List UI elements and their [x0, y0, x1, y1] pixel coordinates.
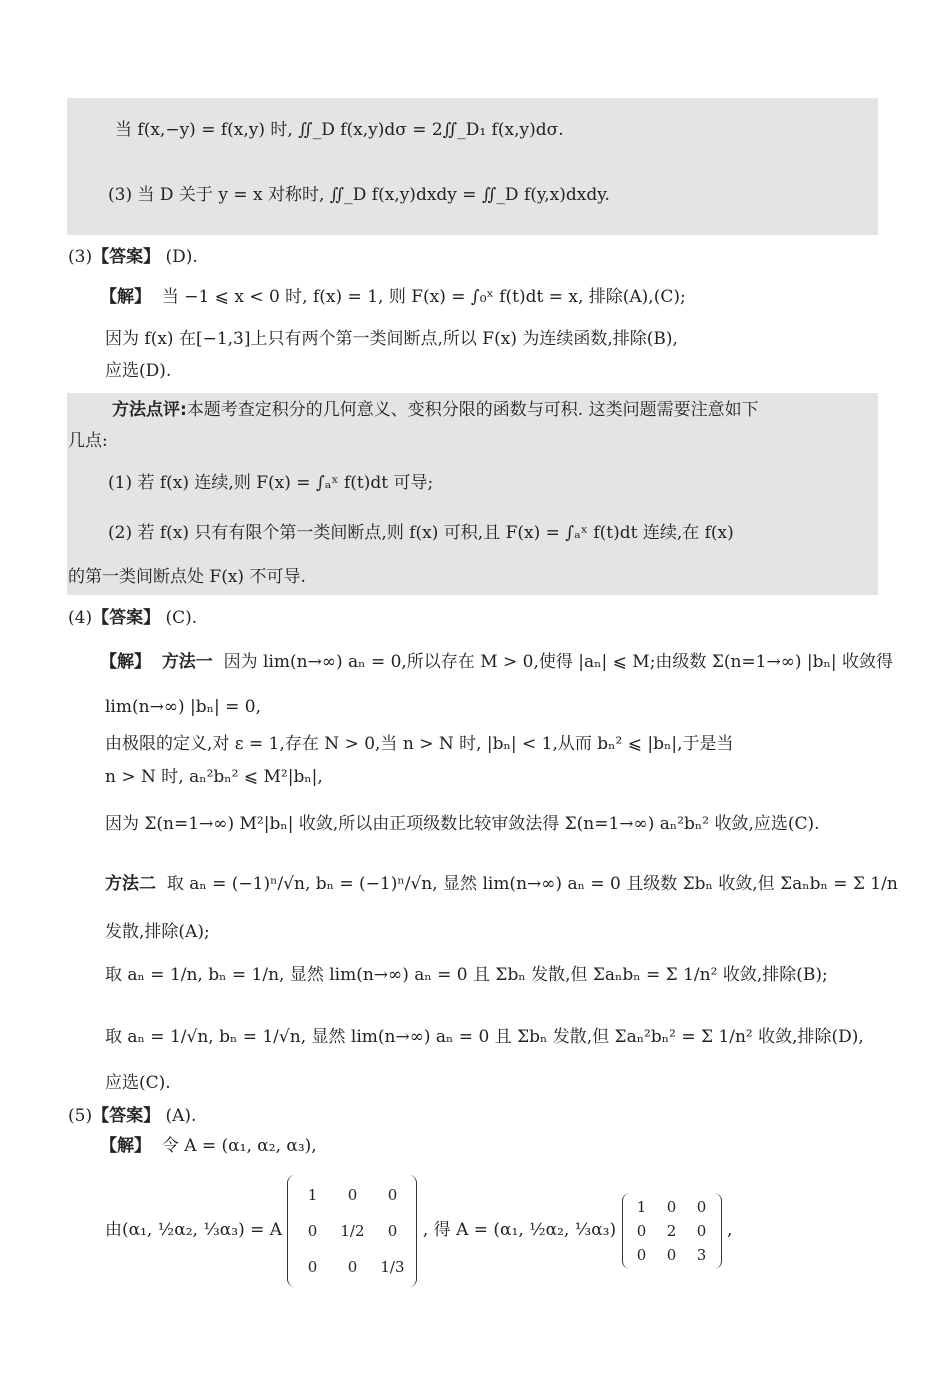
matrix-cell: 0 [307, 1221, 318, 1240]
text-segment: 由(α₁, ½α₂, ⅓α₃) = A [105, 1220, 283, 1240]
matrix-cell: 0 [636, 1221, 647, 1240]
solution-tag: 【解】 [100, 287, 151, 307]
diagonal-matrix-2 [622, 1193, 722, 1269]
matrix-cell: 1/3 [380, 1257, 405, 1276]
text-line: 本题考查定积分的几何意义、变积分限的函数与可积. 这类问题需要注意如下 [186, 400, 759, 420]
matrix-cell: 0 [347, 1257, 358, 1276]
q-label: (3) [68, 247, 93, 267]
text-line: (2) 若 f(x) 只有有限个第一类间断点,则 f(x) 可积,且 F(x) = ∫ₐˣ f(t)dt 连续,在 f(x) [108, 523, 734, 543]
answer-tag: 【答案】 [92, 608, 161, 628]
q5-answer [68, 1105, 196, 1127]
text-line: lim(n→∞) |bₙ| = 0, [105, 697, 261, 717]
q3-solution-line [100, 286, 686, 308]
text-line: 由极限的定义,对 ε = 1,存在 N > 0,当 n > N 时, |bₙ| < 1,从而 bₙ² ⩽ |bₙ|,于是当 [105, 734, 734, 754]
text-line: (3) 当 D 关于 y = x 对称时, ∬_D f(x,y)dxdy = ∬_D f(y,x)dxdy. [108, 185, 610, 205]
text-line: 取 aₙ = 1/√n, bₙ = 1/√n, 显然 lim(n→∞) aₙ = 0 且 Σbₙ 发散,但 Σaₙ²bₙ² = Σ 1/n² 收敛,排除(D), [105, 1027, 864, 1047]
shaded-box-method-review [67, 393, 878, 595]
method-label: 方法二 [105, 874, 156, 894]
answer-tag: 【答案】 [92, 247, 161, 267]
text-line: 几点: [68, 431, 108, 451]
text-line: 因为 lim(n→∞) aₙ = 0,所以存在 M > 0,使得 |aₙ| ⩽ M;由级数 Σ(n=1→∞) |bₙ| 收敛得 [223, 652, 894, 672]
solution-tag: 【解】 [100, 652, 151, 672]
matrix-cell: 0 [666, 1197, 677, 1216]
matrix-cell: 1 [636, 1197, 647, 1216]
answer-tag: 【答案】 [92, 1106, 161, 1126]
matrix-cell: 2 [666, 1221, 677, 1240]
text-line: 应选(D). [105, 361, 172, 381]
matrix-cell: 0 [387, 1185, 398, 1204]
text-line: 的第一类间断点处 F(x) 不可导. [68, 567, 306, 587]
review-line [112, 399, 759, 421]
text-line: 当 −1 ⩽ x < 0 时, f(x) = 1, 则 F(x) = ∫₀ˣ f(t)dt = x, 排除(A),(C); [161, 287, 686, 307]
text-line: 当 f(x,−y) = f(x,y) 时, ∬_D f(x,y)dσ = 2∬_D₁ f(x,y)dσ. [115, 120, 564, 140]
matrix-cell: 1/2 [340, 1221, 365, 1240]
matrix-cell: 0 [307, 1257, 318, 1276]
matrix-cell: 3 [696, 1245, 707, 1264]
q3-answer [68, 246, 198, 268]
q4-answer [68, 607, 197, 629]
text-line: 应选(C). [105, 1073, 171, 1093]
matrix-cell: 1 [307, 1185, 318, 1204]
diagonal-matrix-1 [287, 1175, 417, 1287]
text-line: n > N 时, aₙ²bₙ² ⩽ M²|bₙ|, [105, 767, 323, 787]
solution-tag: 【解】 [100, 1136, 151, 1156]
answer-value: (A). [165, 1106, 197, 1126]
answer-value: (C). [165, 608, 198, 628]
text-segment: , [726, 1220, 733, 1240]
q-label: (4) [68, 608, 93, 628]
method-label: 方法一 [161, 652, 213, 672]
matrix-cell: 0 [666, 1245, 677, 1264]
text-segment: , 得 A = (α₁, ½α₂, ⅓α₃) [422, 1220, 617, 1240]
q-label: (5) [68, 1106, 93, 1126]
matrix-cell: 0 [696, 1221, 707, 1240]
text-line: 发散,排除(A); [105, 922, 210, 942]
q4-method2-line [105, 873, 898, 895]
answer-value: (D). [165, 247, 198, 267]
matrix-cell: 0 [696, 1197, 707, 1216]
q4-method1-line [100, 651, 893, 673]
text-line: 取 aₙ = 1/n, bₙ = 1/n, 显然 lim(n→∞) aₙ = 0 且 Σbₙ 发散,但 Σaₙbₙ = Σ 1/n² 收敛,排除(B); [105, 965, 828, 985]
text-line: (1) 若 f(x) 连续,则 F(x) = ∫ₐˣ f(t)dt 可导; [108, 473, 434, 493]
matrix-cell: 0 [387, 1221, 398, 1240]
matrix-equation [105, 1160, 732, 1300]
q5-solution-line [100, 1135, 317, 1157]
matrix-cell: 0 [636, 1245, 647, 1264]
text-line: 因为 Σ(n=1→∞) M²|bₙ| 收敛,所以由正项级数比较审敛法得 Σ(n=1→∞) aₙ²bₙ² 收敛,应选(C). [105, 814, 820, 834]
text-line: 因为 f(x) 在[−1,3]上只有两个第一类间断点,所以 F(x) 为连续函数,排除(B), [105, 329, 678, 349]
text-line: 取 aₙ = (−1)ⁿ/√n, bₙ = (−1)ⁿ/√n, 显然 lim(n→∞) aₙ = 0 且级数 Σbₙ 收敛,但 Σaₙbₙ = Σ 1/n [166, 874, 898, 894]
text-line: 令 A = (α₁, α₂, α₃), [161, 1136, 317, 1156]
review-title: 方法点评: [112, 400, 187, 420]
matrix-cell: 0 [347, 1185, 358, 1204]
